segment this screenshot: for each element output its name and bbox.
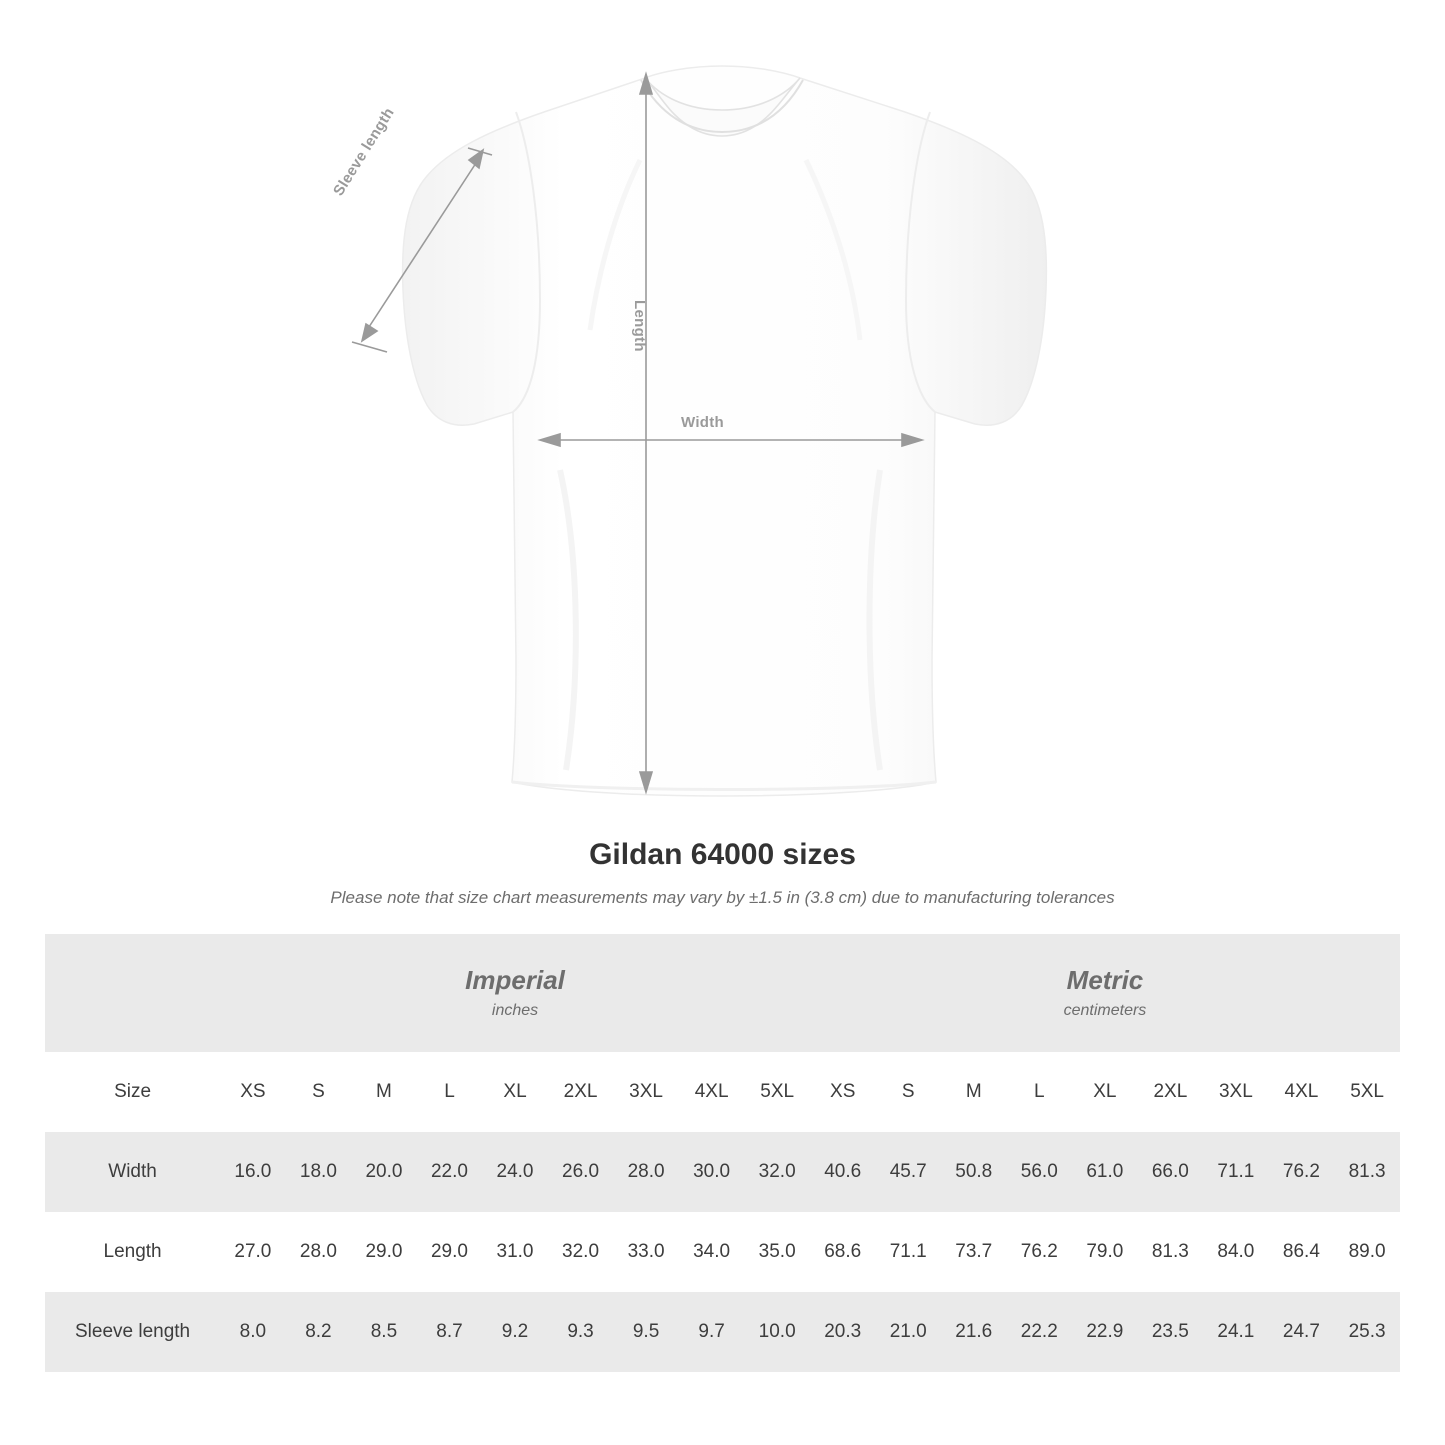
size-col-header: 2XL	[1138, 1052, 1204, 1132]
cell-width-xs-cm: 40.6	[810, 1132, 876, 1212]
size-col-header: S	[875, 1052, 941, 1132]
title-block	[0, 838, 1445, 908]
cell-length-xs-cm: 68.6	[810, 1212, 876, 1292]
cell-length-5xl-cm: 89.0	[1334, 1212, 1400, 1292]
cell-length-3xl: 33.0	[613, 1212, 679, 1292]
cell-sleeve-xl: 9.2	[482, 1292, 548, 1372]
cell-width-m-cm: 50.8	[941, 1132, 1007, 1212]
size-table	[45, 934, 1400, 1372]
cell-width-5xl: 32.0	[744, 1132, 810, 1212]
cell-length-3xl-cm: 84.0	[1203, 1212, 1269, 1292]
size-header-row	[45, 1052, 1400, 1132]
unit-group-metric	[810, 934, 1400, 1052]
size-col-header: XL	[1072, 1052, 1138, 1132]
size-col-header: 4XL	[679, 1052, 745, 1132]
size-col-header: XS	[810, 1052, 876, 1132]
metric-label: Metric	[1066, 964, 1144, 995]
cell-sleeve-m: 8.5	[351, 1292, 417, 1372]
size-col-header: XL	[482, 1052, 548, 1132]
cell-length-m-cm: 73.7	[941, 1212, 1007, 1292]
unit-group-imperial	[220, 934, 810, 1052]
table-row	[45, 1292, 1400, 1372]
row-label-length: Length	[45, 1212, 220, 1292]
cell-width-2xl: 26.0	[548, 1132, 614, 1212]
cell-length-s-cm: 71.1	[875, 1212, 941, 1292]
cell-length-2xl: 32.0	[548, 1212, 614, 1292]
sleeve-tick-bottom	[352, 342, 387, 352]
cell-sleeve-5xl: 10.0	[744, 1292, 810, 1372]
size-col-header: L	[417, 1052, 483, 1132]
shirt-body	[403, 66, 1047, 796]
sleeve-arrow-bottom	[362, 324, 377, 341]
cell-width-3xl-cm: 71.1	[1203, 1132, 1269, 1212]
imperial-unit: inches	[491, 1002, 539, 1020]
cell-width-2xl-cm: 66.0	[1138, 1132, 1204, 1212]
size-col-header: S	[286, 1052, 352, 1132]
cell-sleeve-s: 8.2	[286, 1292, 352, 1372]
cell-sleeve-xs-cm: 20.3	[810, 1292, 876, 1372]
cell-width-xs: 16.0	[220, 1132, 286, 1212]
cell-length-xs: 27.0	[220, 1212, 286, 1292]
metric-unit: centimeters	[1063, 1002, 1147, 1020]
unit-header-spacer	[45, 934, 220, 1052]
cell-width-l: 22.0	[417, 1132, 483, 1212]
cell-width-4xl: 30.0	[679, 1132, 745, 1212]
cell-length-xl-cm: 79.0	[1072, 1212, 1138, 1292]
imperial-label: Imperial	[465, 964, 565, 995]
cell-sleeve-2xl: 9.3	[548, 1292, 614, 1372]
size-col-header: 5XL	[1334, 1052, 1400, 1132]
cell-width-3xl: 28.0	[613, 1132, 679, 1212]
row-label-width: Width	[45, 1132, 220, 1212]
cell-sleeve-l-cm: 22.2	[1007, 1292, 1073, 1372]
cell-length-s: 28.0	[286, 1212, 352, 1292]
cell-sleeve-4xl: 9.7	[679, 1292, 745, 1372]
size-col-header: M	[941, 1052, 1007, 1132]
width-label: Width	[681, 414, 725, 431]
cell-sleeve-5xl-cm: 25.3	[1334, 1292, 1400, 1372]
size-col-header: M	[351, 1052, 417, 1132]
cell-length-5xl: 35.0	[744, 1212, 810, 1292]
table-row	[45, 1212, 1400, 1292]
cell-length-xl: 31.0	[482, 1212, 548, 1292]
cell-width-l-cm: 56.0	[1007, 1132, 1073, 1212]
tolerance-note: Please note that size chart measurements may vary by ±1.5 in (3.8 cm) due to manufacturing tolerances	[330, 888, 1115, 907]
cell-width-xl: 24.0	[482, 1132, 548, 1212]
table-row	[45, 1132, 1400, 1212]
unit-header-row	[45, 934, 1400, 1052]
cell-width-s-cm: 45.7	[875, 1132, 941, 1212]
size-col-header: 3XL	[1203, 1052, 1269, 1132]
cell-length-4xl-cm: 86.4	[1269, 1212, 1335, 1292]
cell-sleeve-4xl-cm: 24.7	[1269, 1292, 1335, 1372]
cell-length-m: 29.0	[351, 1212, 417, 1292]
size-col-header: 3XL	[613, 1052, 679, 1132]
cell-sleeve-3xl: 9.5	[613, 1292, 679, 1372]
row-label-sleeve-length: Sleeve length	[45, 1292, 220, 1372]
size-table-wrapper	[45, 934, 1400, 1372]
cell-sleeve-s-cm: 21.0	[875, 1292, 941, 1372]
cell-length-l: 29.0	[417, 1212, 483, 1292]
size-col-header: 4XL	[1269, 1052, 1335, 1132]
size-col-header: L	[1007, 1052, 1073, 1132]
cell-sleeve-xs: 8.0	[220, 1292, 286, 1372]
cell-width-4xl-cm: 76.2	[1269, 1132, 1335, 1212]
size-col-header: 5XL	[744, 1052, 810, 1132]
cell-sleeve-m-cm: 21.6	[941, 1292, 1007, 1372]
cell-length-l-cm: 76.2	[1007, 1212, 1073, 1292]
sleeve-length-label: Sleeve length	[330, 104, 398, 200]
cell-width-m: 20.0	[351, 1132, 417, 1212]
page-title: Gildan 64000 sizes	[589, 838, 856, 871]
cell-sleeve-l: 8.7	[417, 1292, 483, 1372]
cell-width-xl-cm: 61.0	[1072, 1132, 1138, 1212]
cell-sleeve-2xl-cm: 23.5	[1138, 1292, 1204, 1372]
cell-width-s: 18.0	[286, 1132, 352, 1212]
cell-length-4xl: 34.0	[679, 1212, 745, 1292]
cell-width-5xl-cm: 81.3	[1334, 1132, 1400, 1212]
length-label: Length	[631, 300, 648, 352]
cell-length-2xl-cm: 81.3	[1138, 1212, 1204, 1292]
size-col-header: XS	[220, 1052, 286, 1132]
row-header-size: Size	[45, 1052, 220, 1132]
cell-sleeve-xl-cm: 22.9	[1072, 1292, 1138, 1372]
cell-sleeve-3xl-cm: 24.1	[1203, 1292, 1269, 1372]
size-col-header: 2XL	[548, 1052, 614, 1132]
